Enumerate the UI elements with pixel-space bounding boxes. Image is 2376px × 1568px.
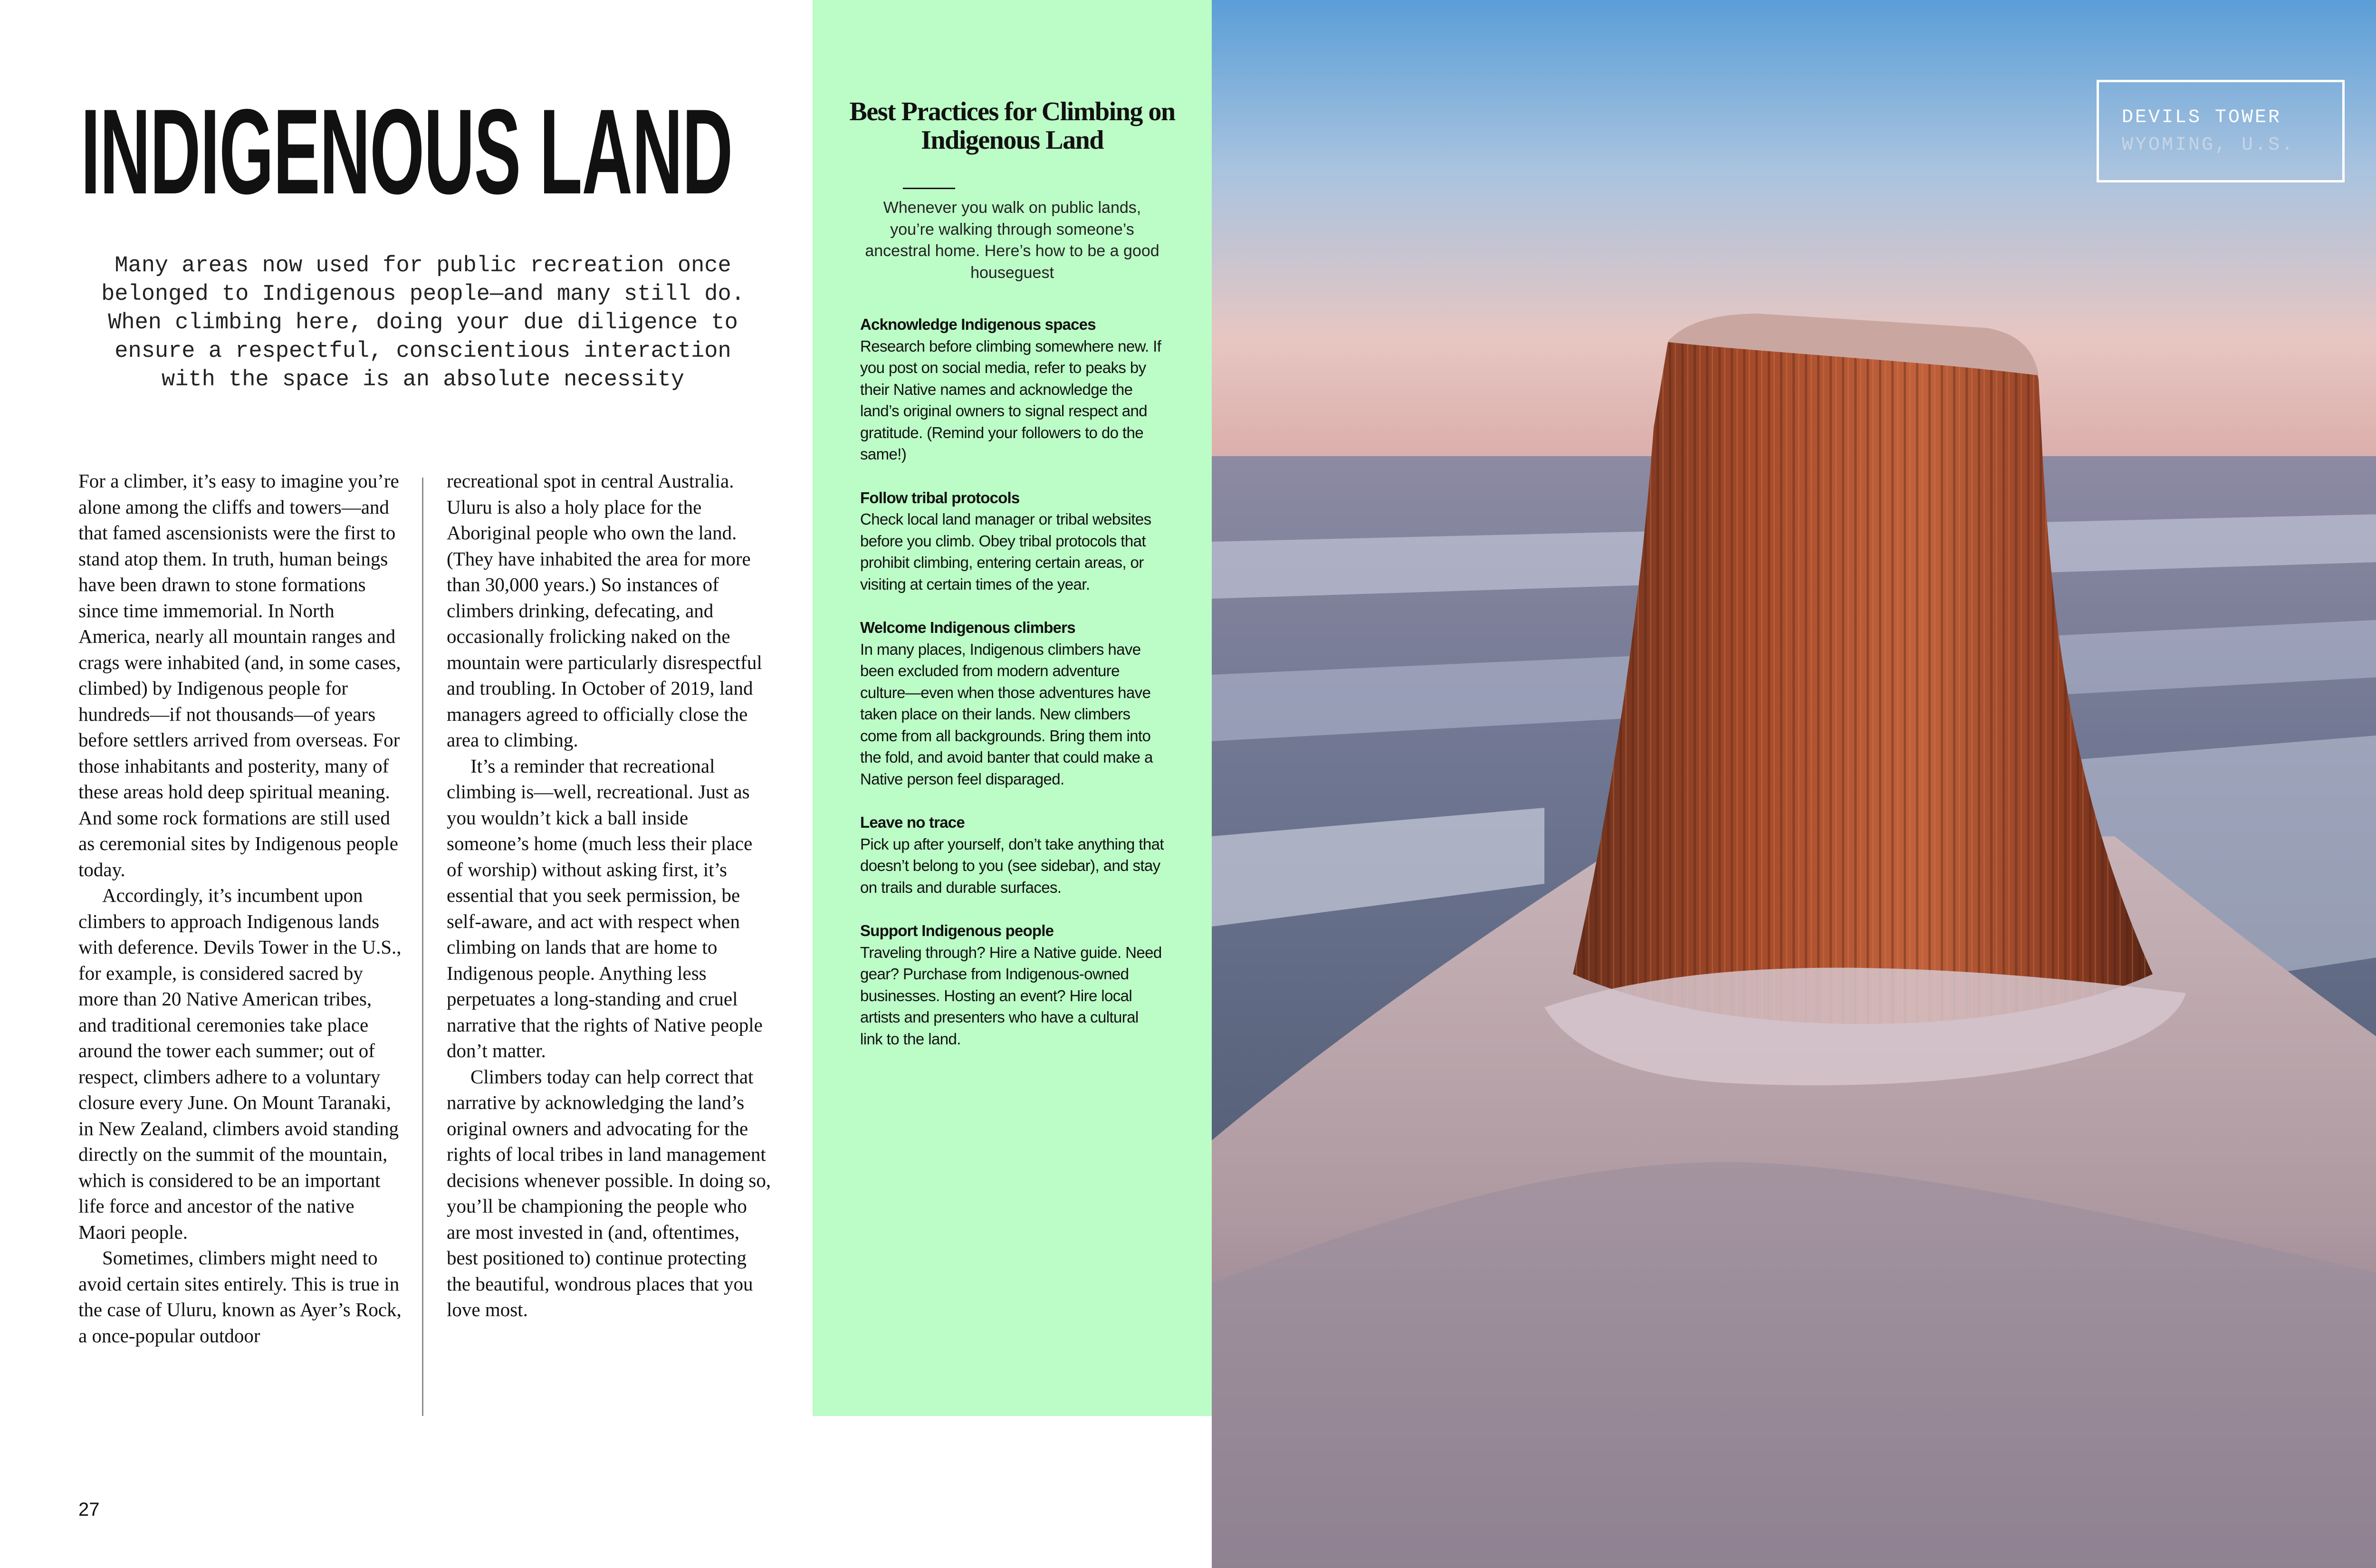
location-place: WYOMING, U.S. — [2122, 134, 2295, 156]
tip-text: In many places, Indigenous climbers have been excluded from modern adventure culture—even when those adventures have taken place on their lands. New climbers come from all backgrounds. Bring them into the fold, and avoid banter that could make a Native person feel disparaged. — [860, 640, 1153, 788]
location-caption-box — [2097, 80, 2345, 182]
tip-heading: Acknowledge Indigenous spaces — [860, 316, 1096, 333]
tip-text: Check local land manager or tribal websites before you climb. Obey tribal protocols that prohibit climbing, entering certain areas, or visiting at certain times of the year. — [860, 510, 1151, 593]
tip-text: Research before climbing somewhere new. If you post on social media, refer to peaks by their Native names and acknowledge the land’s original owners to signal respect and gratitude. (Remind your followers to do the same!) — [860, 337, 1161, 463]
sidebar-title-underline — [903, 188, 955, 189]
body-paragraph: recreational spot in central Australia. Uluru is also a holy place for the Aboriginal people who own the land. (They have inhabited the area for more than 30,000 years.) So instances of climbers drinking, defecating, and occasionally frolicking naked on the mountain were particularly disrespectful and troubling. In October of 2019, land managers agreed to officially close the area to climbing. — [447, 470, 762, 751]
tip-item — [860, 314, 1164, 465]
tip-heading: Leave no trace — [860, 813, 965, 831]
sidebar-title: Best Practices for Climbing on Indigenous Land — [849, 97, 1175, 155]
body-column-2 — [447, 468, 772, 1323]
body-paragraph: For a climber, it’s easy to imagine you’re alone among the cliffs and towers—and that famed ascensionists were the first to stand atop them. In truth, human beings have been drawn to stone formations since time immemorial. In North America, nearly all mountain ranges and crags were inhabited (and, in some cases, climbed) by Indigenous people for hundreds—if not thousands—of years before settlers arrived from overseas. For those inhabitants and posterity, many of these areas hold deep spiritual meaning. And some rock formations are still used as ceremonial sites by Indigenous people today. — [78, 470, 401, 880]
body-paragraph: Sometimes, climbers might need to avoid certain sites entirely. This is true in the case of Uluru, known as Ayer’s Rock, a once-popular outdoor — [78, 1247, 402, 1347]
best-practices-sidebar — [813, 0, 1212, 1416]
tip-item — [860, 617, 1164, 790]
devils-tower-photo-icon — [1212, 0, 2376, 1568]
body-column-1 — [78, 468, 404, 1348]
tip-item — [860, 487, 1164, 595]
sidebar-tips-list — [860, 314, 1164, 1071]
location-name: DEVILS TOWER — [2122, 107, 2282, 128]
body-paragraph: It’s a reminder that recreational climbing is—well, recreational. Just as you wouldn’t kick a ball inside someone’s home (much less their place of worship) without asking first, it’s essential that you seek permission, be self-aware, and act with respect when climbing on lands that are home to Indigenous people. Anything less perpetuates a long-standing and cruel narrative that the rights of Native people don’t matter. — [447, 755, 763, 1061]
tip-item — [860, 812, 1164, 898]
tip-heading: Welcome Indigenous climbers — [860, 619, 1075, 636]
article-headline: INDIGENOUS LAND — [81, 84, 733, 220]
column-divider — [422, 478, 423, 1416]
tip-item — [860, 920, 1164, 1050]
page-number: 27 — [78, 1499, 100, 1520]
sidebar-intro: Whenever you walk on public lands, you’re walking through someone’s ancestral home. Here’s how to be a good houseguest — [865, 199, 1159, 282]
body-paragraph: Accordingly, it’s incumbent upon climbers to approach Indigenous lands with deference. Devils Tower in the U.S., for example, is considered sacred by more than 20 Native American tribes, and traditional ceremonies take place around the tower each summer; out of respect, climbers adhere to a voluntary closure every June. On Mount Taranaki, in New Zealand, climbers avoid standing directly on the summit of the mountain, which is considered to be an important life force and ancestor of the native Maori people. — [78, 884, 402, 1243]
article-deck: Many areas now used for public recreation once belonged to Indigenous people—and many still do. When climbing here, doing your due diligence to ensure a respectful, conscientious interaction with the space is an absolute necessity — [101, 253, 745, 392]
tip-text: Pick up after yourself, don’t take anything that doesn’t belong to you (see sidebar), and stay on trails and durable surfaces. — [860, 835, 1164, 896]
body-paragraph: Climbers today can help correct that narrative by acknowledging the land’s original owners and advocating for the rights of local tribes in land management decisions whenever possible. In doing so, you’ll be championing the people who are most invested in (and, oftentimes, best positioned to) continue protecting the beautiful, wondrous places that you love most. — [447, 1065, 771, 1320]
devils-tower-photo — [1212, 0, 2376, 1568]
tip-heading: Support Indigenous people — [860, 922, 1054, 939]
tip-text: Traveling through? Hire a Native guide. Need gear? Purchase from Indigenous-owned businesses. Hosting an event? Hire local artists and presenters who have a cultural link to the land. — [860, 943, 1162, 1048]
tip-heading: Follow tribal protocols — [860, 488, 1020, 507]
